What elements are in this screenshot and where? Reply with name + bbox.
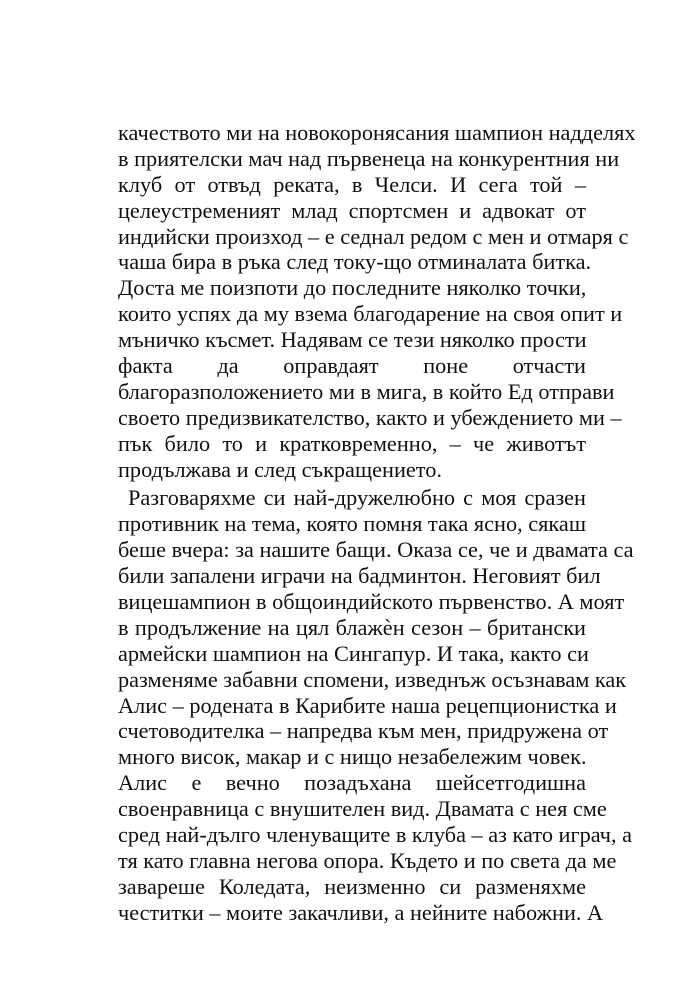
- text-line: били запалени играчи на бадминтон. Неговият бил: [118, 563, 601, 589]
- text-line: продължава и след съкращението.: [118, 456, 442, 482]
- text-line: противник на тема, която помня така ясно, сякаш: [118, 511, 586, 537]
- text-line: много висок, макар и с нищо незабележим човек.: [118, 744, 587, 770]
- text-line: Алис – родената в Карибите наша рецепционистка и: [118, 692, 617, 718]
- text-line: в продължение на цял блажѐн сезон – британски: [118, 614, 586, 640]
- paragraph-1: [118, 120, 636, 482]
- text-line: чаша бира в ръка след току-що отминалата битка.: [118, 249, 592, 275]
- text-line: завареше Коледата, неизменно си разменяхме: [118, 873, 586, 899]
- text-line: факта да оправдаят поне отчасти: [118, 353, 586, 379]
- text-line: целеустременият млад спортсмен и адвокат от: [118, 197, 586, 223]
- text-line: Алис е вечно позадъхана шейсетгодишна: [118, 770, 586, 796]
- text-line: които успях да му взема благодарение на своя опит и: [118, 301, 623, 327]
- text-line: счетоводителка – напредва към мен, придружена от: [118, 718, 609, 744]
- page-text: [118, 120, 636, 926]
- text-line: тя като главна негова опора. Където и по света да ме: [118, 847, 617, 873]
- text-line: пък било то и кратковременно, – че животът: [118, 430, 586, 456]
- text-line: вицешампион в общоиндийското първенство. А моят: [118, 589, 625, 615]
- text-line: армейски шампион на Сингапур. И така, както си: [118, 640, 589, 666]
- text-line: в приятелски мач над първенеца на конкурентния ни: [118, 145, 620, 171]
- text-line: сред най-дълго членуващите в клуба – аз като играч, а: [118, 822, 633, 848]
- text-line: беше вчера: за нашите бащи. Оказа се, че и двамата са: [118, 537, 634, 563]
- text-line: индийски произход – е седнал редом с мен и отмаря с: [118, 223, 629, 249]
- text-line: клуб от отвъд реката, в Челси. И сега той –: [118, 171, 586, 197]
- text-line: Доста ме поизпоти до последните няколко точки,: [118, 275, 587, 301]
- text-line: мъничко късмет. Надявам се тези няколко прости: [118, 327, 587, 353]
- text-line: честитки – моите закачливи, а нейните набожни. А: [118, 899, 604, 925]
- text-line: качеството ми на новокоронясания шампион надделях: [118, 120, 636, 145]
- paragraph-2: [118, 485, 634, 925]
- text-line: своето предизвикателство, както и убеждението ми –: [118, 404, 622, 430]
- text-line: разменяме забавни спомени, изведнъж осъзнавам как: [118, 666, 627, 692]
- text-line: благоразположението ми в мига, в който Ед отправи: [118, 378, 615, 404]
- text-line: Разговаряхме си най-дружелюбно с моя сразен: [128, 485, 586, 511]
- text-line: своенравница с внушителен вид. Двамата с нея сме: [118, 796, 607, 822]
